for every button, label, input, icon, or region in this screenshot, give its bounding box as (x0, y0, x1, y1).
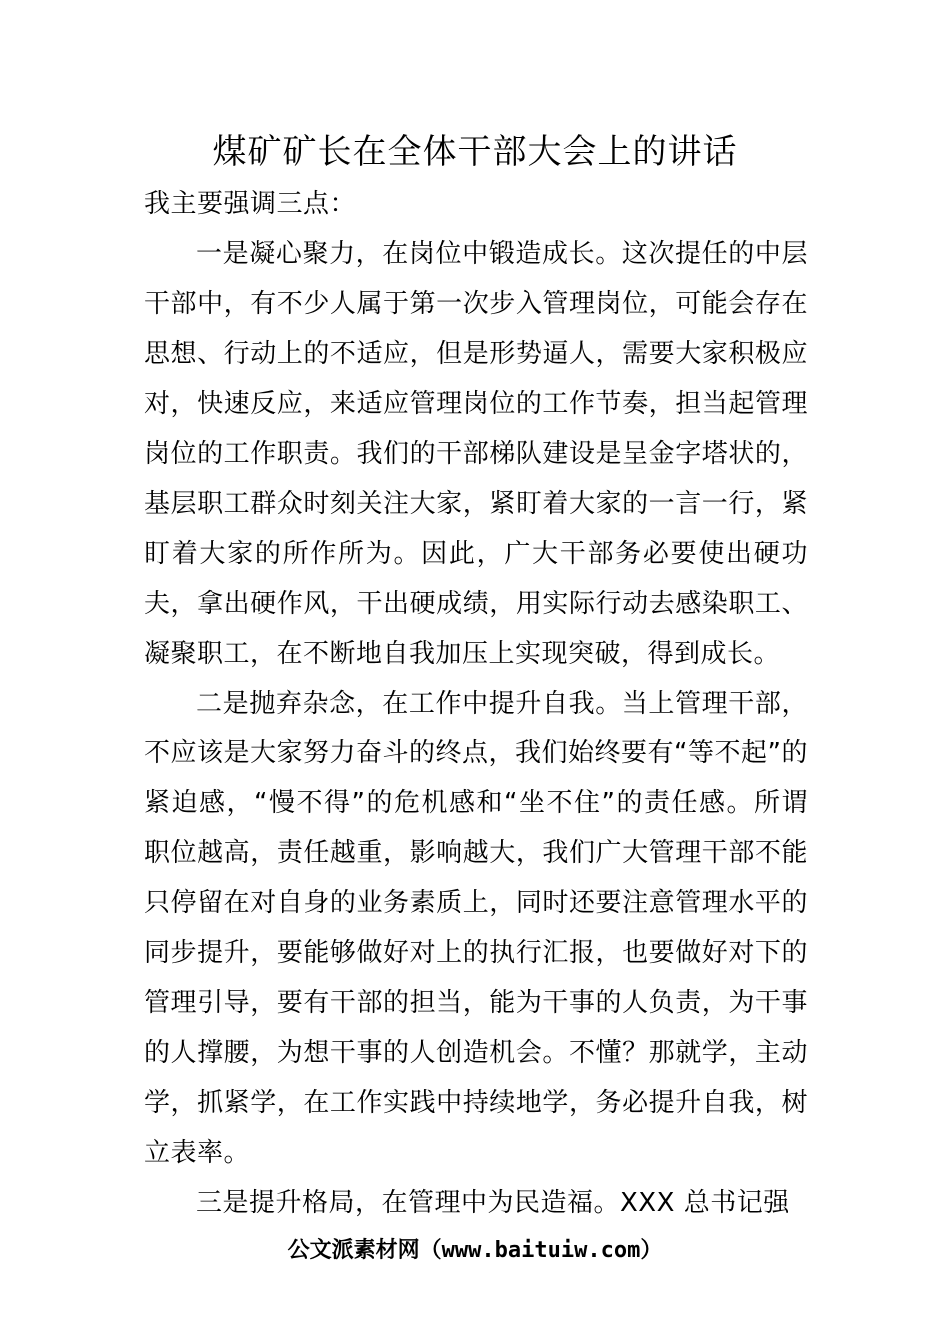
footer-watermark: 公文派素材网（www.baituiw.com） (287, 1238, 663, 1263)
paragraph-2: 二是抛弃杂念，在工作中提升自我。当上管理干部，不应该是大家努力奋斗的终点，我们始终要有“等不起”的紧迫感，“慢不得”的危机感和“坐不住”的责任感。所谓职位越高，责任越重，影响越大，我们广大管理干部不能只停留在对自身的业务素质上，同时还要注意管理水平的同步提升，要能够做好对上的执行汇报，也要做好对下的管理引导，要有干部的担当，能为干事的人负责，为干事的人撑腰，为想干事的人创造机会。不懂？那就学，主动学，抓紧学，在工作实践中持续地学，务必提升自我，树立表率。 (144, 688, 808, 1169)
document-body (144, 180, 808, 1229)
paragraph-3: 三是提升格局，在管理中为民造福。XXX 总书记强 (196, 1188, 790, 1219)
intro-line: 我主要强调三点： (144, 189, 357, 219)
paragraph-1: 一是凝心聚力，在岗位中锻造成长。这次提任的中层干部中，有不少人属于第一次步入管理岗位，可能会存在思想、行动上的不适应，但是形势逼人，需要大家积极应对，快速反应，来适应管理岗位的工作节奏，担当起管理岗位的工作职责。我们的干部梯队建设是呈金字塔状的，基层职工群众时刻关注大家，紧盯着大家的一言一行，紧盯着大家的所作所为。因此，广大干部务必要使出硬功夫，拿出硬作风，干出硬成绩，用实际行动去感染职工、凝聚职工，在不断地自我加压上实现突破，得到成长。 (144, 238, 808, 669)
document-title: 煤矿矿长在全体干部大会上的讲话 (212, 132, 738, 172)
